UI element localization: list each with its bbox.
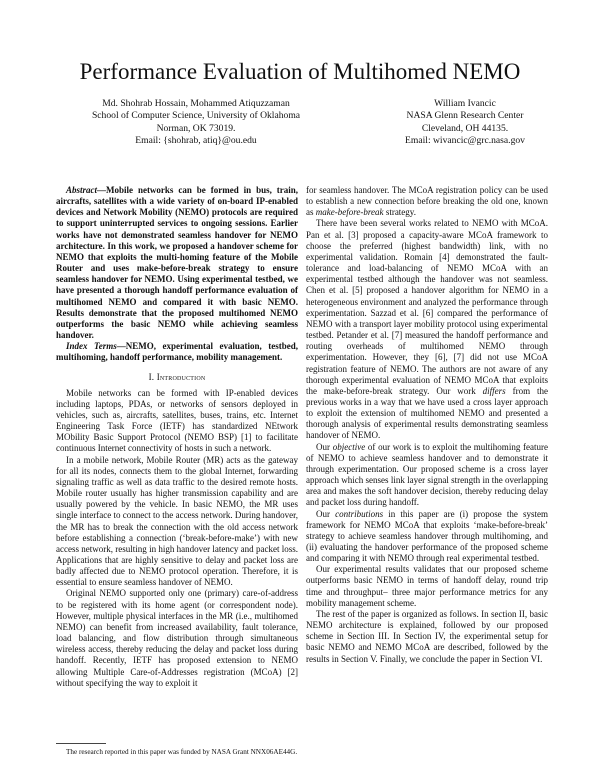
- paper-title: Performance Evaluation of Multihomed NEMO: [79, 59, 521, 84]
- emphasis: objective: [332, 441, 366, 452]
- author-email: Email: wivancic@grc.nasa.gov: [405, 134, 525, 146]
- author-block-1: [80, 98, 312, 147]
- author-block-2: [385, 98, 545, 147]
- abstract-text: —Mobile networks can be formed in bus, train, aircrafts, satellites with a wide variety of on-board IP-enabled devices and Network Mobility (NEMO) protocols are required to support uninterrupted services to ongoing sessions. Earlier works have not demonstrated seamless handover for NEMO architecture. In this work, we proposed a handover scheme for NEMO that exploits the multi-homing feature of the Mobile Router and uses make-before-break strategy to ensure seamless handover for NEMO. Using experimental testbed, we have presented a thorough handoff performance evaluation of multihomed NEMO and compared it with basic NEMO. Results demonstrate that the proposed multihomed NEMO outperforms the basic NEMO while achieving seamless handover.: [56, 185, 298, 341]
- paragraph: [306, 442, 548, 509]
- footnote-rule: [56, 743, 106, 744]
- index-terms-text: —NEMO, experimental evaluation, testbed, multihoming, handoff performance, mobility management.: [56, 341, 298, 363]
- section-title: Introduction: [156, 371, 206, 382]
- right-column: [306, 185, 548, 665]
- text-run: Our: [316, 508, 336, 519]
- emphasis: differs: [482, 385, 506, 396]
- paragraph: The rest of the paper is organized as follows. In section II, basic NEMO architecture is explained, followed by our proposed scheme in Section III. In Section IV, the experimental setup for basic NEMO and NEMO MCoA are described, followed by the results in Section V. Finally, we conclude the paper in Section VI.: [306, 608, 548, 664]
- author-names: William Ivancic: [434, 98, 496, 109]
- author-email: Email: {shohrab, atiq}@ou.edu: [135, 134, 257, 146]
- text-run: from the previous works in a way that we have used a cross layer approach to exploit the extension of multihomed NEMO and presented a thorough analysis of experimental results demonstrating seamless handover of NEMO.: [306, 385, 548, 441]
- index-terms-label: Index Terms: [66, 341, 117, 352]
- index-terms: [56, 341, 298, 363]
- left-column: [56, 185, 298, 689]
- author-location: Norman, OK 73019.: [156, 122, 236, 134]
- paragraph: Our experimental results validates that our proposed scheme outperforms basic NEMO in terms of handoff delay, round trip time and throughput– three major performance metrics for any mobility management scheme.: [306, 564, 548, 608]
- footnote: The research reported in this paper was funded by NASA Grant NNX06AE44G.: [66, 748, 298, 756]
- paragraph: Original NEMO supported only one (primary) care-of-address to be registered with its home agent (or correspondent node). However, multiple physical interfaces in the MR (i.e., multihomed NEMO) can benefit from increased availability, fault tolerance, load balancing, and flow distribution through simultaneous wireless access, thereby reducing the delay and packet loss during handoff. Recently, IETF has proposed extension to NEMO allowing Multiple Care-of-Addresses registration (MCoA) [2] without specifying the way to exploit it: [56, 588, 298, 688]
- paragraph: In a mobile network, Mobile Router (MR) acts as the gateway for all its nodes, connects them to the global Internet, forwarding signaling traffic as well as data traffic to the desired remote hosts. Mobile router usually has higher transmission capability and are usually powered by the vehicle. In basic NEMO, the MR uses single interface to connect to the access network. During handover, the MR has to break the connection with the old access network before establishing a connection (‘break-before-make’) with new access network, resulting in high handover latency and packet loss. Applications that are highly sensitive to delay and packet loss are badly affected due to NEMO protocol operation. Therefore, it is essential to ensure seamless handover of NEMO.: [56, 454, 298, 588]
- author-affiliation: School of Computer Science, University of Oklahoma: [91, 110, 301, 122]
- emphasis: make-before-break: [315, 207, 384, 218]
- text-run: There have been several works related to NEMO with MCoA. Pan et al. [3] proposed a capacity-aware MCoA framework to choose the preferred (highest bandwidth) link, with no experimental validation. Romain [4] demonstrated the fault-tolerance and load-balancing of NEMO MCoA with an experimental testbed although the handover was not seamless. Chen et al. [5] proposed a handover algorithm for NEMO in a heterogeneous environment and analyzed the performance through experimentation. Sazzad et al. [6] compared the performance of NEMO with a transport layer mobility protocol using experimental testbed. Petander et al. [7] measured the handoff performance and routing overheads of multihomed NEMO through experimentation. However, they [6], [7] did not use MCoA registration feature of NEMO. The authors are not aware of any thorough experimental evaluation of NEMO MCoA that exploits the make-before-break strategy. Our work: [306, 218, 548, 396]
- abstract-label: Abstract: [66, 185, 98, 195]
- section-heading-introduction: [56, 372, 298, 383]
- text-run: of our work is to exploit the multihoming feature of NEMO to achieve seamless handover and to demonstrate it through experimentation. Our proposed scheme is a cross layer approach which senses link layer signal strength in the overlapping area and makes the soft handover decision, thereby reducing delay and packet loss during handoff.: [306, 441, 548, 508]
- paragraph: [306, 218, 548, 441]
- section-number: I.: [148, 371, 155, 382]
- emphasis: contributions: [335, 508, 384, 519]
- author-location: Cleveland, OH 44135.: [421, 122, 509, 134]
- author-names: Md. Shohrab Hossain, Mohammed Atiquzzaman: [102, 98, 290, 109]
- text-run: for seamless handover. The MCoA registration policy can be used to establish a new connection before breaking the old one, known as: [306, 185, 548, 218]
- text-run: Our: [316, 441, 333, 452]
- abstract: [56, 185, 298, 341]
- author-affiliation: NASA Glenn Research Center: [406, 110, 524, 122]
- text-run: strategy.: [383, 207, 416, 218]
- paragraph: Mobile networks can be formed with IP-enabled devices including laptops, PDAs, or networks of sensors deployed in vehicles, such as, aircrafts, satellites, buses, trains, etc. Internet Engineering Task Force (IETF) has standardized NEtwork MObility Basic Support Protocol (NEMO BSP) [1] to facilitate continuous Internet connectivity of hosts in such a network.: [56, 387, 298, 454]
- text-run: in this paper are (i) propose the system framework for NEMO MCoA that exploits ‘make-before-break’ strategy to achieve seamless handover through multihoming, and (ii) evaluating the handover performance of the proposed scheme and comparing it with NEMO through real experimental testbed.: [306, 508, 549, 564]
- paragraph: [306, 185, 548, 218]
- paragraph: [306, 509, 548, 565]
